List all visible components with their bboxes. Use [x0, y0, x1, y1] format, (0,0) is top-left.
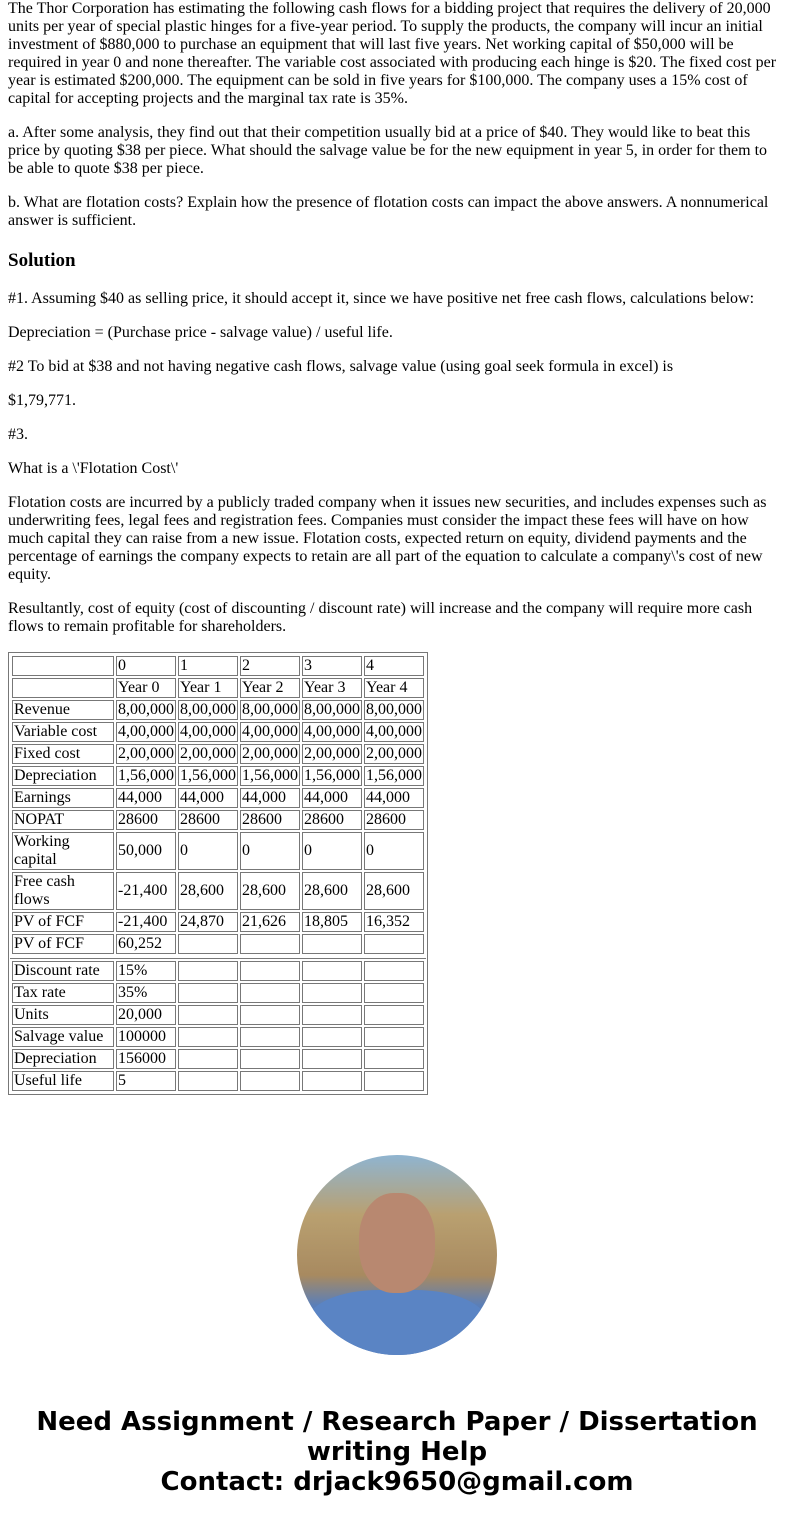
- table-cell: 4,00,000: [180, 723, 236, 740]
- row-label: [12, 678, 114, 698]
- table-cell: 1,56,000: [118, 767, 174, 784]
- table-cell: [240, 1027, 300, 1047]
- table-cell: [364, 983, 424, 1003]
- table-cell: [302, 1027, 362, 1047]
- table-row: [12, 656, 424, 676]
- table-cell: 8,00,000: [118, 701, 174, 718]
- table-cell: 28,600: [240, 872, 300, 910]
- row-label: Earnings: [12, 788, 114, 808]
- table-cell: 0: [302, 832, 362, 870]
- row-label: Units: [12, 1005, 114, 1025]
- question-intro: The Thor Corporation has estimating the following cash flows for a bidding project that requires the delivery of 20,000 units per year of special plastic hinges for a five-year period. To supply the products, the company will incur an initial investment of $880,000 to purchase an equipment that will last five years. Net working capital of $50,000 will be required in year 0 and none thereafter. The variable cost associated with producing each hinge is $20. The fixed cost per year is estimated $200,000. The equipment can be sold in five years for $100,000. The company uses a 15% cost of capital for accepting projects and the marginal tax rate is 35%.: [8, 0, 777, 107]
- table-row: [12, 1027, 424, 1047]
- solution-paragraph: Resultantly, cost of equity (cost of discounting / discount rate) will increase and the company will require more cash flows to remain profitable for shareholders.: [8, 600, 753, 635]
- table-cell: 28600: [178, 810, 238, 830]
- table-cell: [240, 934, 300, 954]
- table-cell: 8,00,000: [304, 701, 360, 718]
- footer-help-text: Need Assignment / Research Paper / Dissertation writing Help: [36, 1407, 758, 1467]
- table-cell: 28,600: [302, 872, 362, 910]
- table-cell: 16,352: [364, 912, 424, 932]
- solution-paragraph: $1,79,771.: [8, 392, 76, 409]
- table-cell: 5: [116, 1071, 176, 1091]
- table-cell: 0: [364, 832, 424, 870]
- table-cell: [178, 983, 238, 1003]
- table-cell: 2: [240, 656, 300, 676]
- table-cell: [178, 1049, 238, 1069]
- table-cell: 35%: [116, 983, 176, 1003]
- table-cell: 44,000: [116, 788, 176, 808]
- table-cell: 8,00,000: [242, 701, 298, 718]
- row-label: PV of FCF: [12, 912, 114, 932]
- table-cell: [302, 1005, 362, 1025]
- table-cell: 2,00,000: [304, 745, 360, 762]
- row-label: [12, 656, 114, 676]
- table-cell: [240, 983, 300, 1003]
- table-row: [12, 912, 424, 932]
- table-cell: [364, 1005, 424, 1025]
- solution-paragraph: #3.: [8, 426, 28, 443]
- table-cell: [364, 961, 424, 981]
- table-cell: 24,870: [178, 912, 238, 932]
- cash-flow-main-table: [10, 654, 426, 956]
- table-cell: -21,400: [116, 872, 176, 910]
- row-label: Free cash flows: [12, 872, 114, 910]
- table-cell: 2,00,000: [180, 745, 236, 762]
- table-cell: [302, 934, 362, 954]
- table-row: [12, 983, 424, 1003]
- table-cell: 28600: [116, 810, 176, 830]
- table-cell: 4,00,000: [242, 723, 298, 740]
- table-row: [12, 744, 424, 764]
- table-cell: 44,000: [364, 788, 424, 808]
- table-cell: 3: [302, 656, 362, 676]
- table-cell: [364, 1049, 424, 1069]
- table-cell: [178, 961, 238, 981]
- table-cell: 4,00,000: [118, 723, 174, 740]
- table-cell: 1,56,000: [366, 767, 422, 784]
- table-cell: 4: [364, 656, 424, 676]
- table-cell: Year 3: [302, 678, 362, 698]
- table-cell: 2,00,000: [242, 745, 298, 762]
- assumptions-table: [10, 958, 426, 1093]
- table-cell: 0: [240, 832, 300, 870]
- table-cell: Year 2: [240, 678, 300, 698]
- table-cell: 1,56,000: [180, 767, 236, 784]
- table-cell: 1,56,000: [242, 767, 298, 784]
- table-cell: [364, 1027, 424, 1047]
- table-row: [12, 832, 424, 870]
- row-label: PV of FCF: [12, 934, 114, 954]
- table-row: [12, 678, 424, 698]
- table-row: [12, 700, 424, 720]
- solution-heading: Solution: [8, 250, 76, 271]
- table-cell: 0: [178, 832, 238, 870]
- row-label: Depreciation: [12, 766, 114, 786]
- table-cell: [178, 1071, 238, 1091]
- table-row: [12, 934, 424, 954]
- row-label: Useful life: [12, 1071, 114, 1091]
- row-label: Discount rate: [12, 961, 114, 981]
- table-cell: 8,00,000: [180, 701, 236, 718]
- footer-banner: [8, 1407, 786, 1497]
- row-label: Variable cost: [12, 722, 114, 742]
- table-cell: 44,000: [178, 788, 238, 808]
- table-cell: 60,252: [116, 934, 176, 954]
- table-cell: [302, 1071, 362, 1091]
- table-row: [12, 722, 424, 742]
- table-cell: [302, 983, 362, 1003]
- footer-contact: Contact: drjack9650@gmail.com: [160, 1467, 634, 1497]
- table-cell: [364, 1071, 424, 1091]
- table-cell: 44,000: [302, 788, 362, 808]
- row-label: NOPAT: [12, 810, 114, 830]
- table-cell: 4,00,000: [366, 723, 422, 740]
- solution-body: [8, 290, 786, 636]
- table-row: [12, 1049, 424, 1069]
- table-cell: 44,000: [240, 788, 300, 808]
- table-cell: 28,600: [364, 872, 424, 910]
- table-cell: Year 1: [178, 678, 238, 698]
- table-cell: Year 4: [364, 678, 424, 698]
- cash-flow-table: [8, 652, 428, 1095]
- table-cell: [178, 934, 238, 954]
- solution-paragraph: Depreciation = (Purchase price - salvage value) / useful life.: [8, 324, 393, 341]
- row-label: Fixed cost: [12, 744, 114, 764]
- table-row: [12, 810, 424, 830]
- table-cell: 1,56,000: [304, 767, 360, 784]
- table-cell: 0: [116, 656, 176, 676]
- table-cell: 18,805: [302, 912, 362, 932]
- row-label: Working capital: [12, 832, 114, 870]
- table-cell: [240, 961, 300, 981]
- table-row: [12, 788, 424, 808]
- row-label: Tax rate: [12, 983, 114, 1003]
- table-cell: 28600: [302, 810, 362, 830]
- question-part-b: b. What are flotation costs? Explain how the presence of flotation costs can impact the above answers. A nonnumerical answer is sufficient.: [8, 194, 769, 229]
- table-cell: Year 0: [116, 678, 176, 698]
- question-part-a: a. After some analysis, they find out that their competition usually bid at a price of $40. They would like to beat this price by quoting $38 per piece. What should the salvage value be for the new equipment in year 5, in order for them to be able to quote $38 per piece.: [8, 124, 768, 177]
- solution-paragraph: #1. Assuming $40 as selling price, it should accept it, since we have positive net free cash flows, calculations below:: [8, 290, 755, 307]
- table-cell: 2,00,000: [118, 745, 174, 762]
- table-cell: 50,000: [116, 832, 176, 870]
- row-label: Salvage value: [12, 1027, 114, 1047]
- table-cell: 15%: [116, 961, 176, 981]
- table-cell: 4,00,000: [304, 723, 360, 740]
- table-row: [12, 1071, 424, 1091]
- table-cell: 28,600: [178, 872, 238, 910]
- table-cell: 28600: [240, 810, 300, 830]
- table-cell: [240, 1005, 300, 1025]
- table-row: [12, 766, 424, 786]
- table-cell: [178, 1005, 238, 1025]
- table-cell: [302, 1049, 362, 1069]
- solution-paragraph: What is a \'Flotation Cost\': [8, 460, 179, 477]
- table-cell: [240, 1071, 300, 1091]
- table-row: [12, 1005, 424, 1025]
- solution-paragraph: Flotation costs are incurred by a publicly traded company when it issues new securities, and includes expenses such as underwriting fees, legal fees and registration fees. Companies must consider the impact these fees will have on how much capital they can raise from a new issue. Flotation costs, expected return on equity, dividend payments and the percentage of earnings the company expects to retain are all part of the equation to calculate a company\'s cost of new equity.: [8, 494, 767, 583]
- table-cell: [178, 1027, 238, 1047]
- table-cell: 2,00,000: [366, 745, 422, 762]
- table-cell: [302, 961, 362, 981]
- table-cell: 1: [178, 656, 238, 676]
- row-label: Depreciation: [12, 1049, 114, 1069]
- table-cell: 156000: [116, 1049, 176, 1069]
- table-cell: 20,000: [116, 1005, 176, 1025]
- solution-paragraph: #2 To bid at $38 and not having negative cash flows, salvage value (using goal seek formula in excel) is: [8, 358, 674, 375]
- table-cell: [364, 934, 424, 954]
- table-cell: -21,400: [116, 912, 176, 932]
- table-cell: 100000: [116, 1027, 176, 1047]
- table-row: [12, 872, 424, 910]
- table-cell: 28600: [364, 810, 424, 830]
- author-photo: [297, 1155, 497, 1355]
- table-cell: 8,00,000: [366, 701, 422, 718]
- row-label: Revenue: [12, 700, 114, 720]
- table-cell: 21,626: [240, 912, 300, 932]
- table-cell: [240, 1049, 300, 1069]
- table-row: [12, 961, 424, 981]
